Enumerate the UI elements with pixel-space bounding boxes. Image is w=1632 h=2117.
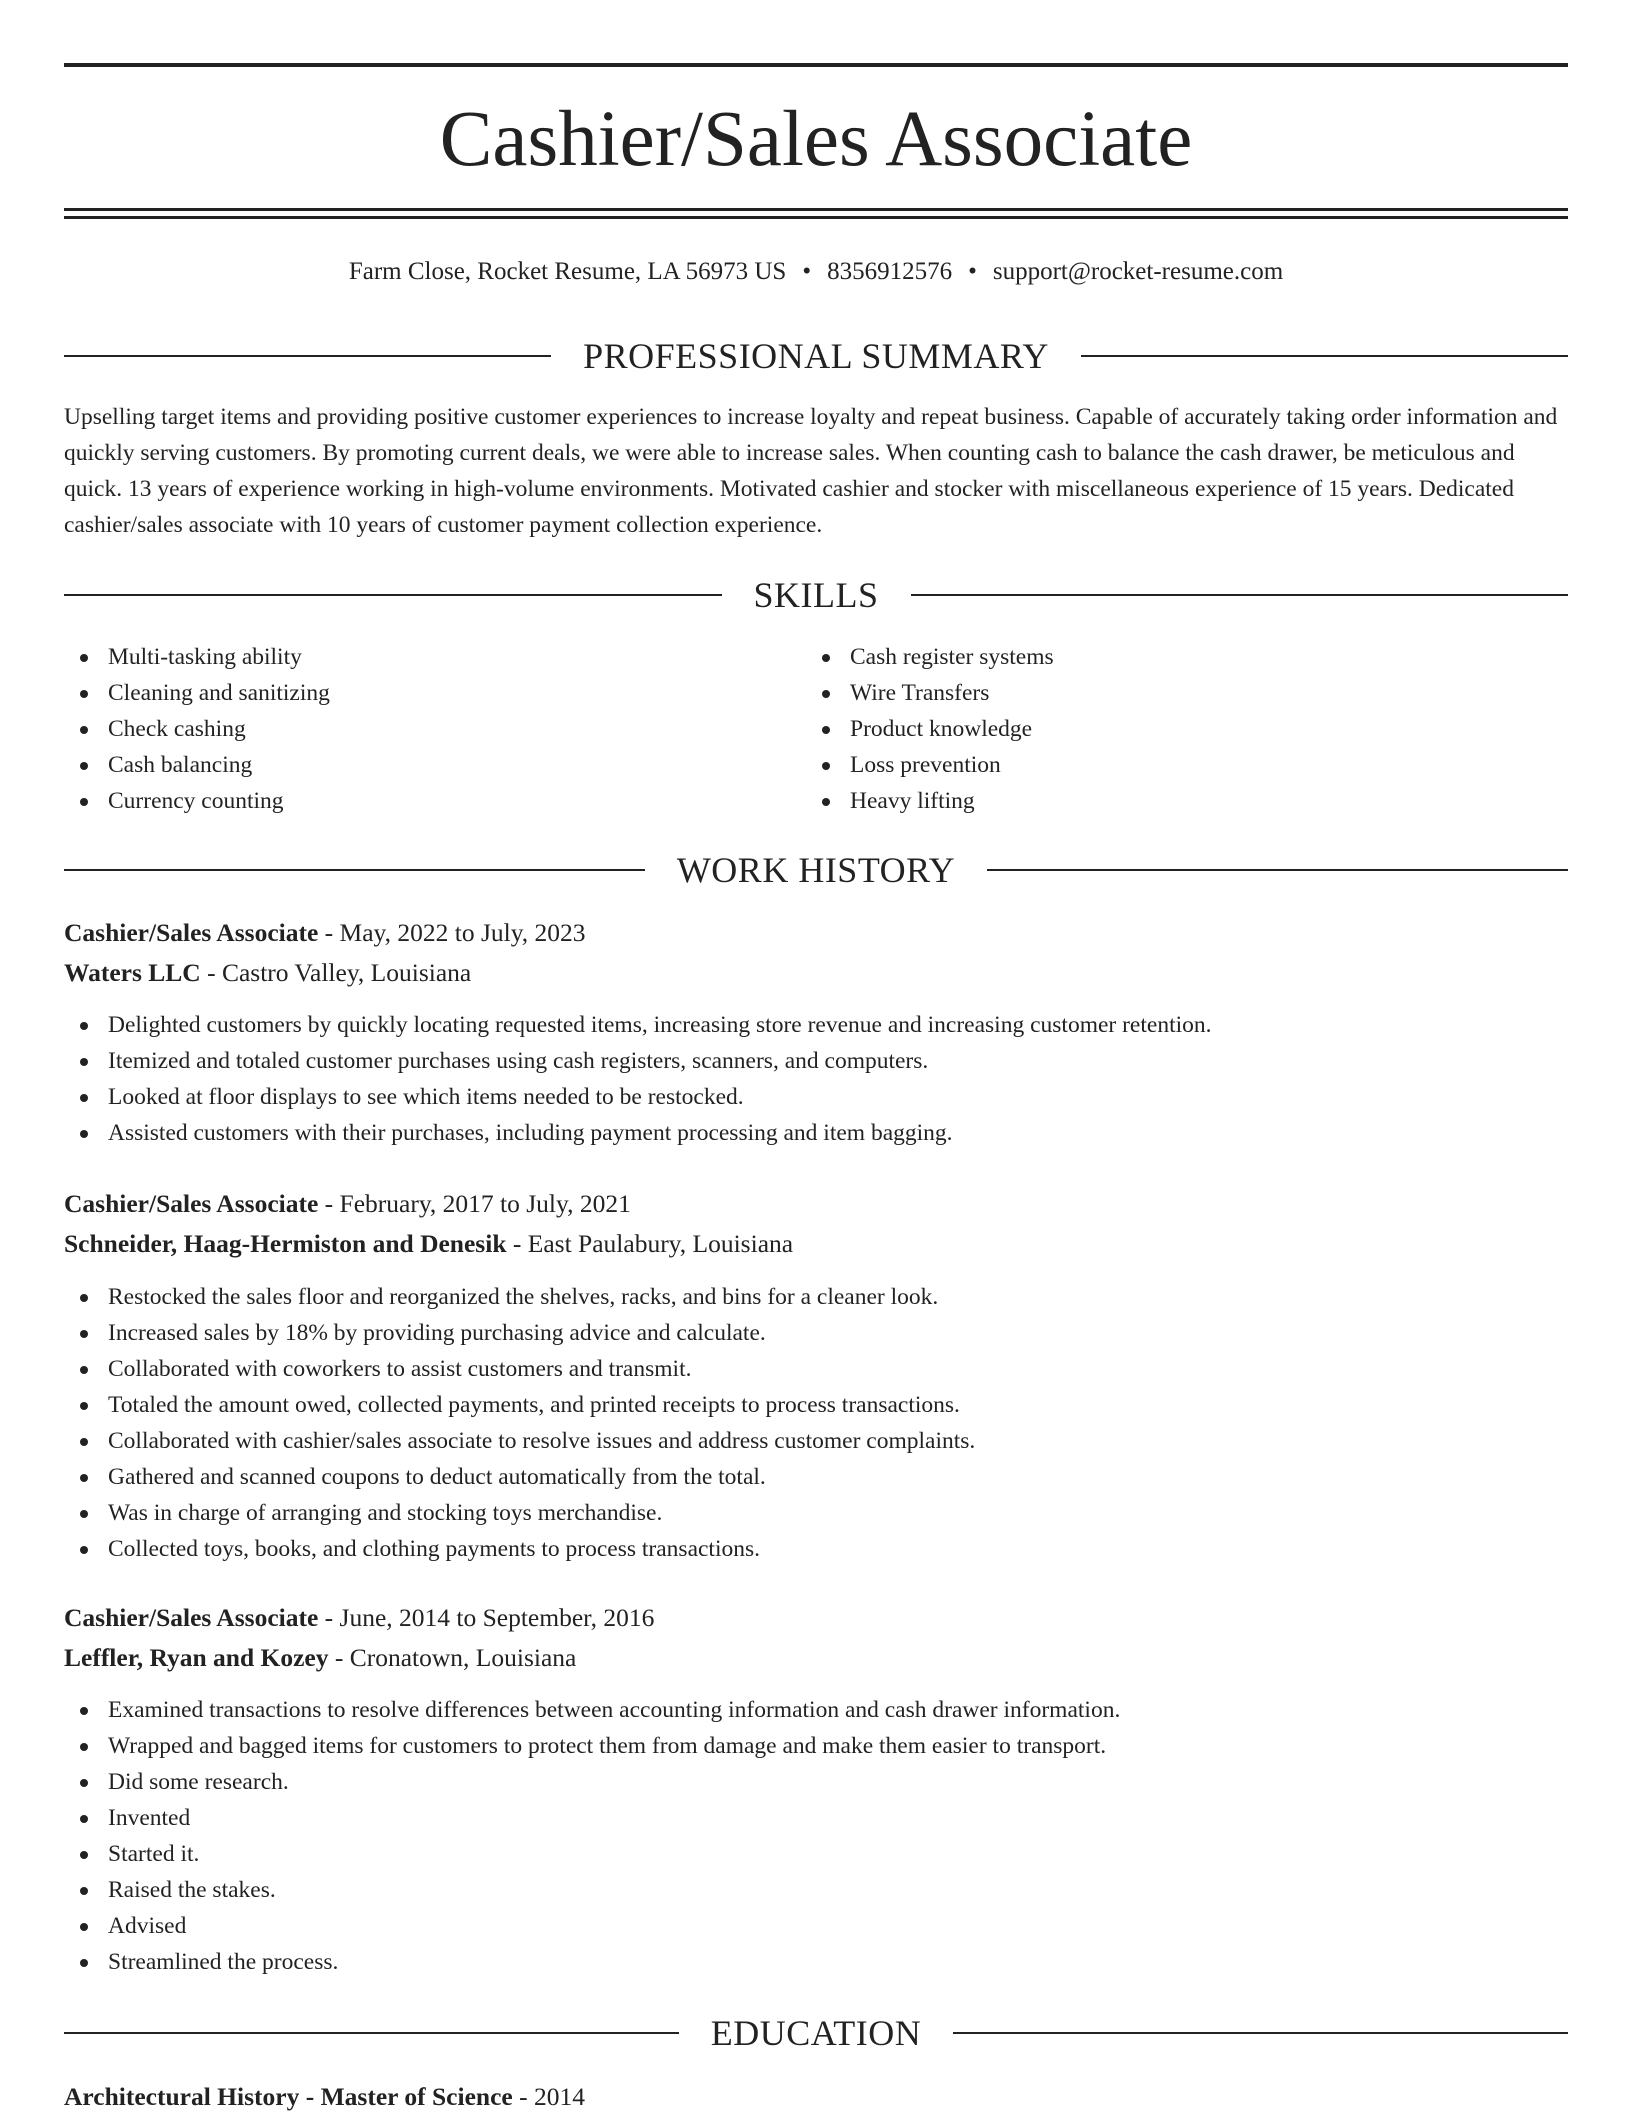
contact-phone: 8356912576 xyxy=(827,258,953,285)
education-field: Architectural History - Master of Science xyxy=(64,2082,513,2111)
summary-heading-label: PROFESSIONAL SUMMARY xyxy=(583,336,1049,376)
job-bullet: Did some research. xyxy=(64,1764,1564,1800)
job-bullet: Assisted customers with their purchases, including payment processing and item bagging. xyxy=(64,1115,1564,1151)
job-bullet: Gathered and scanned coupons to deduct automatically from the total. xyxy=(64,1459,1564,1495)
job-title: Cashier/Sales Associate xyxy=(64,1189,319,1218)
job-bullet: Invented xyxy=(64,1800,1564,1836)
job-location: - East Paulabury, Louisiana xyxy=(506,1229,794,1258)
resume-title: Cashier/Sales Associate xyxy=(439,96,1193,183)
job-bullet: Totaled the amount owed, collected payments, and printed receipts to process transactions. xyxy=(64,1387,1564,1423)
job-bullets xyxy=(64,1007,1564,1151)
summary-text: Upselling target items and providing positive customer experiences to increase loyalty and repeat business. Capable of accurately taking order information and quickly serving customers. By promoting current deals, we were able to increase sales. When counting cash to balance the cash drawer, be meticulous and quick. 13 years of experience working in high-volume environments. Motivated cashier and stocker with miscellaneous experience of 15 years. Dedicated cashier/sales associate with 10 years of customer payment collection experience. xyxy=(64,404,1558,538)
job-bullet: Delighted customers by quickly locating requested items, increasing store revenue and increasing customer retention. xyxy=(64,1007,1564,1043)
job-bullets xyxy=(64,1279,1564,1567)
skills-heading-label: SKILLS xyxy=(753,575,879,615)
job-bullet: Advised xyxy=(64,1908,1564,1944)
contact-separator: • xyxy=(802,258,812,285)
job-bullet: Wrapped and bagged items for customers to protect them from damage and make them easier to transport. xyxy=(64,1728,1564,1764)
job-company: Leffler, Ryan and Kozey xyxy=(64,1643,329,1672)
title-double-rule-upper xyxy=(64,208,1568,211)
skill-item: Heavy lifting xyxy=(806,783,1506,819)
job-title-line xyxy=(64,913,1564,953)
job-dates: - June, 2014 to September, 2016 xyxy=(318,1603,655,1632)
job-title: Cashier/Sales Associate xyxy=(64,918,319,947)
skill-item: Cash balancing xyxy=(64,747,764,783)
skill-item: Loss prevention xyxy=(806,747,1506,783)
job-bullet: Collected toys, books, and clothing payments to process transactions. xyxy=(64,1531,1564,1567)
heading-rule xyxy=(953,2032,1568,2034)
top-rule xyxy=(64,63,1568,67)
work-history-heading xyxy=(64,850,1568,890)
education-line xyxy=(64,2077,1564,2117)
job-bullet: Itemized and totaled customer purchases using cash registers, scanners, and computers. xyxy=(64,1043,1564,1079)
job-company-line xyxy=(64,953,1564,993)
heading-rule xyxy=(64,869,645,871)
education-heading xyxy=(64,2013,1568,2053)
skills-list-right xyxy=(806,639,1506,819)
job-location: - Cronatown, Louisiana xyxy=(328,1643,577,1672)
job-bullet: Streamlined the process. xyxy=(64,1944,1564,1980)
title-double-rule-lower xyxy=(64,216,1568,219)
heading-rule xyxy=(987,869,1568,871)
skill-item: Cleaning and sanitizing xyxy=(64,675,764,711)
job-bullet: Raised the stakes. xyxy=(64,1872,1564,1908)
job-title-line xyxy=(64,1598,1564,1638)
job-bullet: Looked at floor displays to see which items needed to be restocked. xyxy=(64,1079,1564,1115)
job-bullet: Examined transactions to resolve differences between accounting information and cash drawer information. xyxy=(64,1692,1564,1728)
skill-item: Cash register systems xyxy=(806,639,1506,675)
job-bullet: Collaborated with cashier/sales associate to resolve issues and address customer complaints. xyxy=(64,1423,1564,1459)
contact-address: Farm Close, Rocket Resume, LA 56973 US xyxy=(348,258,787,285)
job-bullets xyxy=(64,1692,1564,1980)
education-year: - 2014 xyxy=(512,2082,585,2111)
heading-rule xyxy=(64,2032,679,2034)
job-bullet: Collaborated with coworkers to assist customers and transmit. xyxy=(64,1351,1564,1387)
skills-list-left xyxy=(64,639,764,819)
summary-heading xyxy=(64,336,1568,376)
heading-rule xyxy=(64,355,551,357)
job-location: - Castro Valley, Louisiana xyxy=(200,958,472,987)
job-bullet: Was in charge of arranging and stocking toys merchandise. xyxy=(64,1495,1564,1531)
heading-rule xyxy=(911,594,1569,596)
job-company-line xyxy=(64,1638,1564,1678)
skill-item: Multi-tasking ability xyxy=(64,639,764,675)
job-company: Waters LLC xyxy=(64,958,201,987)
contact-email: support@rocket-resume.com xyxy=(992,258,1284,285)
job-bullet: Started it. xyxy=(64,1836,1564,1872)
skill-item: Currency counting xyxy=(64,783,764,819)
education-heading-label: EDUCATION xyxy=(710,2013,922,2053)
skill-item: Wire Transfers xyxy=(806,675,1506,711)
skills-heading xyxy=(64,575,1568,615)
job-company-line xyxy=(64,1224,1564,1264)
heading-rule xyxy=(1081,355,1568,357)
job-bullet: Restocked the sales floor and reorganized the shelves, racks, and bins for a cleaner look. xyxy=(64,1279,1564,1315)
job-title: Cashier/Sales Associate xyxy=(64,1603,319,1632)
skill-item: Check cashing xyxy=(64,711,764,747)
heading-rule xyxy=(64,594,722,596)
job-dates: - May, 2022 to July, 2023 xyxy=(318,918,586,947)
skill-item: Product knowledge xyxy=(806,711,1506,747)
job-bullet: Increased sales by 18% by providing purchasing advice and calculate. xyxy=(64,1315,1564,1351)
contact-separator: • xyxy=(968,258,977,285)
job-company: Schneider, Haag-Hermiston and Denesik xyxy=(64,1229,507,1258)
contact-line xyxy=(64,254,1568,290)
job-title-line xyxy=(64,1184,1564,1224)
job-dates: - February, 2017 to July, 2021 xyxy=(318,1189,631,1218)
work-history-heading-label: WORK HISTORY xyxy=(676,850,956,890)
